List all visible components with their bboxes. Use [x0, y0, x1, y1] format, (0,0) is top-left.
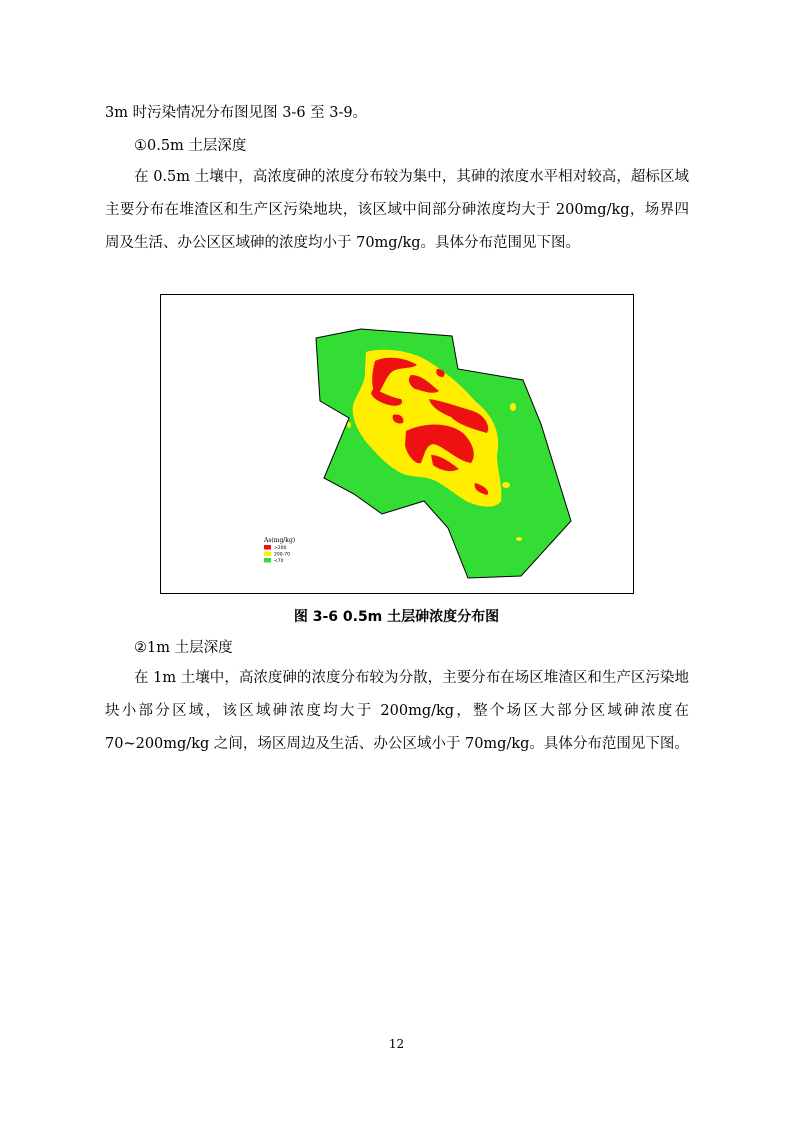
section2-paragraph: 在 1m 土壤中，高浓度砷的浓度分布较为分散，主要分布在场区堆渣区和生产区污染地块小部分区域，该区域砷浓度均大于 200mg/kg，整个场区大部分区域砷浓度在 70~200mg/kg 之间，场区周边及生活、办公区域小于 70mg/kg。具体分布范围见下图。	[105, 670, 689, 752]
figure-caption: 图 3-6 0.5m 土层砷浓度分布图	[293, 609, 500, 625]
distribution-map	[161, 295, 635, 595]
legend-label-low: <70	[274, 559, 284, 564]
page-number: 12	[388, 1037, 405, 1051]
section1-paragraph: 在 0.5m 土壤中，高浓度砷的浓度分布较为集中，其砷的浓度水平相对较高，超标区域主要分布在堆渣区和生产区污染地块，该区域中间部分砷浓度均大于 200mg/kg，场界四周及生活、办公区区域砷的浓度均小于 70mg/kg。具体分布范围见下图。	[105, 169, 689, 251]
legend-swatch-mid	[264, 552, 271, 557]
intro-line: 3m 时污染情况分布图见图 3-6 至 3-9。	[105, 105, 368, 121]
section1-heading: ①0.5m 土层深度	[134, 138, 247, 154]
legend-label-mid: 200-70	[274, 552, 290, 558]
legend-swatch-low	[264, 558, 271, 563]
legend-title: As(mg/kg)	[264, 537, 296, 544]
legend-swatch-high	[264, 545, 271, 550]
arsenic-distribution-figure	[160, 294, 634, 594]
section2-heading: ②1m 土层深度	[134, 640, 233, 656]
legend-label-high: >200	[274, 546, 287, 551]
